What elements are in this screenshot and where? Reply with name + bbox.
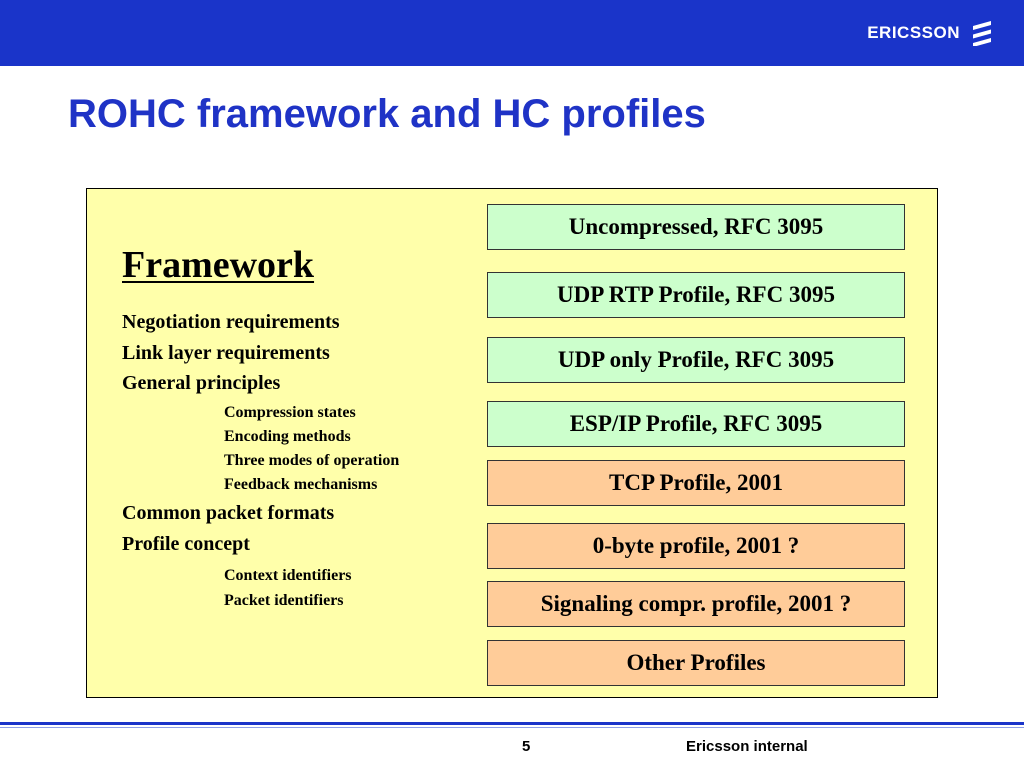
framework-subitem: Three modes of operation bbox=[224, 452, 400, 469]
ericsson-logo bbox=[867, 18, 994, 48]
profile-box-tcp: TCP Profile, 2001 bbox=[487, 460, 905, 506]
framework-subitem: Feedback mechanisms bbox=[224, 476, 378, 493]
framework-subitem: Encoding methods bbox=[224, 428, 351, 445]
footer-divider bbox=[0, 722, 1024, 725]
framework-item: Common packet formats bbox=[122, 502, 335, 524]
framework-subitem: Compression states bbox=[224, 404, 356, 421]
page-number: 5 bbox=[522, 738, 531, 755]
framework-item: General principles bbox=[122, 372, 281, 394]
framework-item: Link layer requirements bbox=[122, 342, 330, 364]
profile-box-esp-ip: ESP/IP Profile, RFC 3095 bbox=[487, 401, 905, 447]
profile-box-0-byte: 0-byte profile, 2001 ? bbox=[487, 523, 905, 569]
ericsson-logo-icon bbox=[970, 20, 994, 46]
profile-box-signaling: Signaling compr. profile, 2001 ? bbox=[487, 581, 905, 627]
header-bar bbox=[0, 0, 1024, 66]
classification-label: Ericsson internal bbox=[686, 738, 808, 755]
profile-box-uncompressed: Uncompressed, RFC 3095 bbox=[487, 204, 905, 250]
profile-box-udp-rtp: UDP RTP Profile, RFC 3095 bbox=[487, 272, 905, 318]
logo-text: ERICSSON bbox=[867, 23, 960, 42]
page-title: ROHC framework and HC profiles bbox=[68, 92, 706, 136]
profile-box-other: Other Profiles bbox=[487, 640, 905, 686]
footer-divider-thin bbox=[0, 727, 1024, 728]
framework-item: Negotiation requirements bbox=[122, 311, 340, 333]
framework-subitem: Packet identifiers bbox=[224, 592, 344, 609]
framework-subitem: Context identifiers bbox=[224, 567, 352, 584]
framework-heading: Framework bbox=[122, 244, 315, 286]
profile-box-udp-only: UDP only Profile, RFC 3095 bbox=[487, 337, 905, 383]
framework-item: Profile concept bbox=[122, 533, 250, 555]
